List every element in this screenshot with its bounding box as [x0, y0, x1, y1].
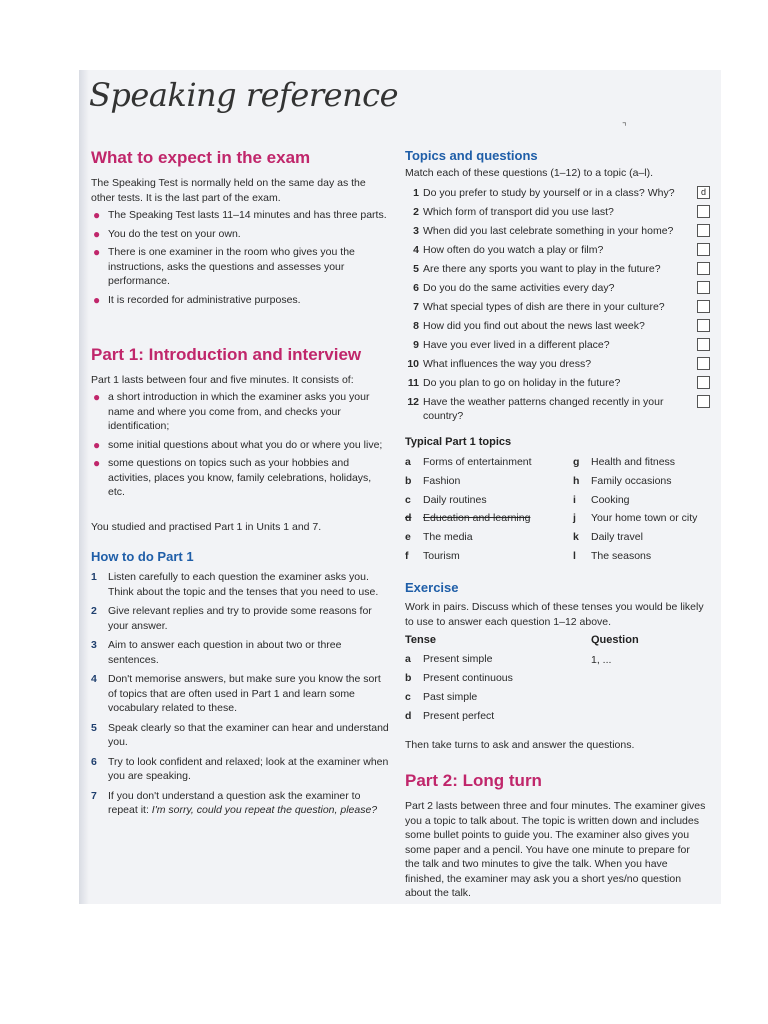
list-item	[91, 227, 391, 242]
topic-text: Daily travel	[591, 531, 643, 544]
answer-box: d	[697, 186, 710, 199]
question-number: 2	[413, 206, 419, 218]
part1-note: You studied and practised Part 1 in Units 1 and 7.	[91, 521, 322, 533]
howto-step	[91, 604, 391, 633]
expect-bullet-list	[91, 208, 391, 311]
topic-letter: i	[573, 493, 576, 506]
bullet-text: The Speaking Test lasts 11–14 minutes and has three parts.	[108, 209, 387, 221]
topic-letter: k	[573, 531, 579, 544]
tense-letter: c	[405, 691, 411, 703]
topics-questions-instruction: Match each of these questions (1–12) to a topic (a–l).	[405, 167, 654, 179]
howto-step	[91, 721, 391, 750]
question-number: 5	[413, 263, 419, 275]
answer-box	[697, 243, 710, 256]
topic-text: Daily routines	[423, 493, 487, 506]
bullet-icon: ●	[93, 456, 101, 470]
page-title: Speaking reference	[89, 76, 399, 114]
step-number: 6	[91, 755, 97, 768]
bullet-text: It is recorded for administrative purposes.	[108, 293, 301, 306]
question-text: Have the weather patterns changed recently in your country?	[423, 396, 664, 422]
tense-text: Present simple	[423, 653, 493, 665]
example-answer: 1, ...	[591, 654, 612, 666]
bullet-text: some initial questions about what you do or where you live;	[108, 438, 383, 451]
howto-step-list	[91, 570, 391, 823]
step-text: Give relevant replies and try to provide some reasons for your answer.	[108, 605, 372, 632]
question-number: 9	[413, 339, 419, 351]
topic-text: Fashion	[423, 474, 461, 487]
step-number: 3	[91, 639, 97, 651]
expect-heading: What to expect in the exam	[91, 148, 311, 167]
list-item	[91, 293, 391, 308]
step-number: 1	[91, 571, 97, 583]
expect-intro: The Speaking Test is normally held on the same day as the other tests. It is the last part of the exam.	[91, 177, 366, 204]
list-item	[91, 208, 391, 223]
topic-text: Health and fitness	[591, 456, 676, 468]
exercise-instruction: Work in pairs. Discuss which of these tenses you would be likely to use to answer each question 1–12 above.	[405, 601, 704, 628]
step-text: If you don't understand a question ask the examiner to repeat it:	[108, 789, 361, 816]
topic-letter: c	[405, 493, 411, 506]
question-number: 8	[413, 320, 419, 332]
step-number: 2	[91, 605, 97, 617]
howto-step	[91, 570, 391, 599]
howto-step	[91, 789, 391, 818]
question-text: What special types of dish are there in your culture?	[423, 301, 665, 313]
step-example-phrase: I'm sorry, could you repeat the question, please?	[151, 804, 378, 816]
bullet-text: a short introduction in which the examiner asks you your name and where you come from, and checks your identification;	[108, 391, 370, 432]
bullet-icon: ●	[93, 437, 101, 452]
topic-letter: b	[405, 474, 412, 487]
answer-box	[697, 224, 710, 237]
textbook-page	[79, 70, 721, 904]
tense-text: Present perfect	[423, 710, 495, 722]
question-number: 3	[413, 225, 419, 237]
bullet-text: some questions on topics such as your hobbies and activities, places you know, family celebrations, holidays, etc.	[108, 457, 372, 498]
answer-box	[697, 262, 710, 275]
list-item	[91, 245, 391, 289]
topics-questions-heading: Topics and questions	[405, 148, 538, 163]
topic-text: Forms of entertainment	[423, 456, 532, 468]
question-text: How often do you watch a play or film?	[423, 244, 604, 256]
tense-text: Present continuous	[423, 672, 513, 684]
answer-box	[697, 338, 710, 351]
step-number: 4	[91, 673, 97, 685]
answer-box	[697, 357, 710, 370]
howto-step	[91, 755, 391, 784]
question-number: 11	[407, 377, 419, 389]
part1-heading: Part 1: Introduction and interview	[91, 345, 362, 364]
tense-list	[405, 653, 705, 729]
topic-text: Tourism	[423, 550, 460, 562]
step-number: 7	[91, 789, 97, 802]
answer-box	[697, 300, 710, 313]
question-column-header: Question	[591, 634, 639, 646]
answer-box	[697, 205, 710, 218]
tense-letter: b	[405, 672, 412, 684]
topic-letter: e	[405, 531, 411, 544]
howto-heading: How to do Part 1	[91, 549, 194, 564]
answer-box	[697, 376, 710, 389]
tense-letter: a	[405, 653, 411, 665]
topic-letter: l	[573, 550, 576, 562]
exercise-heading: Exercise	[405, 580, 459, 595]
tense-column-header: Tense	[405, 634, 436, 646]
list-item	[91, 456, 391, 500]
step-text: Speak clearly so that the examiner can hear and understand you.	[108, 721, 389, 748]
topic-text: Family occasions	[591, 474, 672, 487]
topic-letter: a	[405, 456, 411, 468]
question-number: 7	[413, 301, 419, 313]
topic-text: The media	[423, 531, 473, 544]
question-text: Are there any sports you want to play in the future?	[423, 263, 661, 275]
part1-bullet-list	[91, 390, 391, 504]
step-text: Listen carefully to each question the examiner asks you. Think about the topic and the tenses that you need to use.	[108, 571, 379, 598]
howto-step	[91, 638, 391, 667]
step-number: 5	[91, 721, 97, 734]
answer-box	[697, 281, 710, 294]
question-text: Which form of transport did you use last?	[423, 206, 614, 218]
topic-letter: j	[573, 512, 576, 525]
question-number: 1	[413, 187, 419, 199]
topic-text: The seasons	[591, 550, 652, 562]
answer-box	[697, 395, 710, 408]
bullet-icon: ●	[93, 208, 101, 222]
question-number: 4	[413, 244, 419, 256]
topic-letter: f	[405, 550, 409, 562]
typical-topics-heading: Typical Part 1 topics	[405, 436, 512, 448]
topic-letter: d	[405, 512, 412, 525]
question-text: Do you prefer to study by yourself or in a class? Why?	[423, 187, 675, 199]
howto-step	[91, 672, 391, 716]
question-number: 12	[407, 396, 419, 408]
exercise-followup: Then take turns to ask and answer the questions.	[405, 739, 635, 751]
question-number: 10	[407, 358, 419, 370]
bullet-icon: ●	[93, 292, 101, 307]
bullet-icon: ●	[93, 390, 101, 404]
part1-intro: Part 1 lasts between four and five minutes. It consists of:	[91, 374, 354, 386]
part2-heading: Part 2: Long turn	[405, 771, 542, 790]
topic-letter: g	[573, 456, 580, 468]
question-number: 6	[413, 282, 419, 294]
question-text: Do you do the same activities every day?	[423, 282, 615, 294]
step-text: Try to look confident and relaxed; look at the examiner when you are speaking.	[108, 755, 389, 782]
topic-text: Education and learning	[423, 512, 531, 525]
topic-letter: h	[573, 474, 580, 487]
page-binding-shadow	[79, 70, 89, 904]
topic-list	[405, 456, 715, 572]
step-text: Don't memorise answers, but make sure you know the sort of topics that are often used in Part 1 and learn some vocabulary related to these.	[108, 673, 381, 714]
answer-box	[697, 319, 710, 332]
list-item	[91, 438, 391, 453]
question-text: What influences the way you dress?	[423, 358, 592, 370]
tense-text: Past simple	[423, 691, 478, 703]
question-list	[405, 186, 710, 436]
question-text: When did you last celebrate something in your home?	[423, 225, 674, 237]
page-mark: ⌝	[622, 122, 627, 133]
step-text: Aim to answer each question in about two or three sentences.	[108, 639, 342, 666]
question-text: Have you ever lived in a different place?	[423, 339, 610, 351]
topic-text: Cooking	[591, 493, 630, 506]
question-text: Do you plan to go on holiday in the future?	[423, 377, 621, 389]
tense-letter: d	[405, 710, 412, 722]
topic-text: Your home town or city	[591, 512, 698, 525]
bullet-icon: ●	[93, 226, 101, 241]
bullet-icon: ●	[93, 245, 101, 259]
list-item	[91, 390, 391, 434]
bullet-text: You do the test on your own.	[108, 227, 241, 240]
part2-text: Part 2 lasts between three and four minutes. The examiner gives you a topic to talk about. The topic is written down and includes some bullet points to guide you. The examiner also gives you some paper and a pencil. You have one minute to prepare for the talk and two minutes to give the talk. When you have finished, the examiner may ask you a short yes/no question about the talk.	[405, 800, 706, 899]
bullet-text: There is one examiner in the room who gives you the instructions, asks the questions and assesses your performance.	[108, 246, 355, 287]
question-text: How did you find out about the news last week?	[423, 320, 645, 332]
